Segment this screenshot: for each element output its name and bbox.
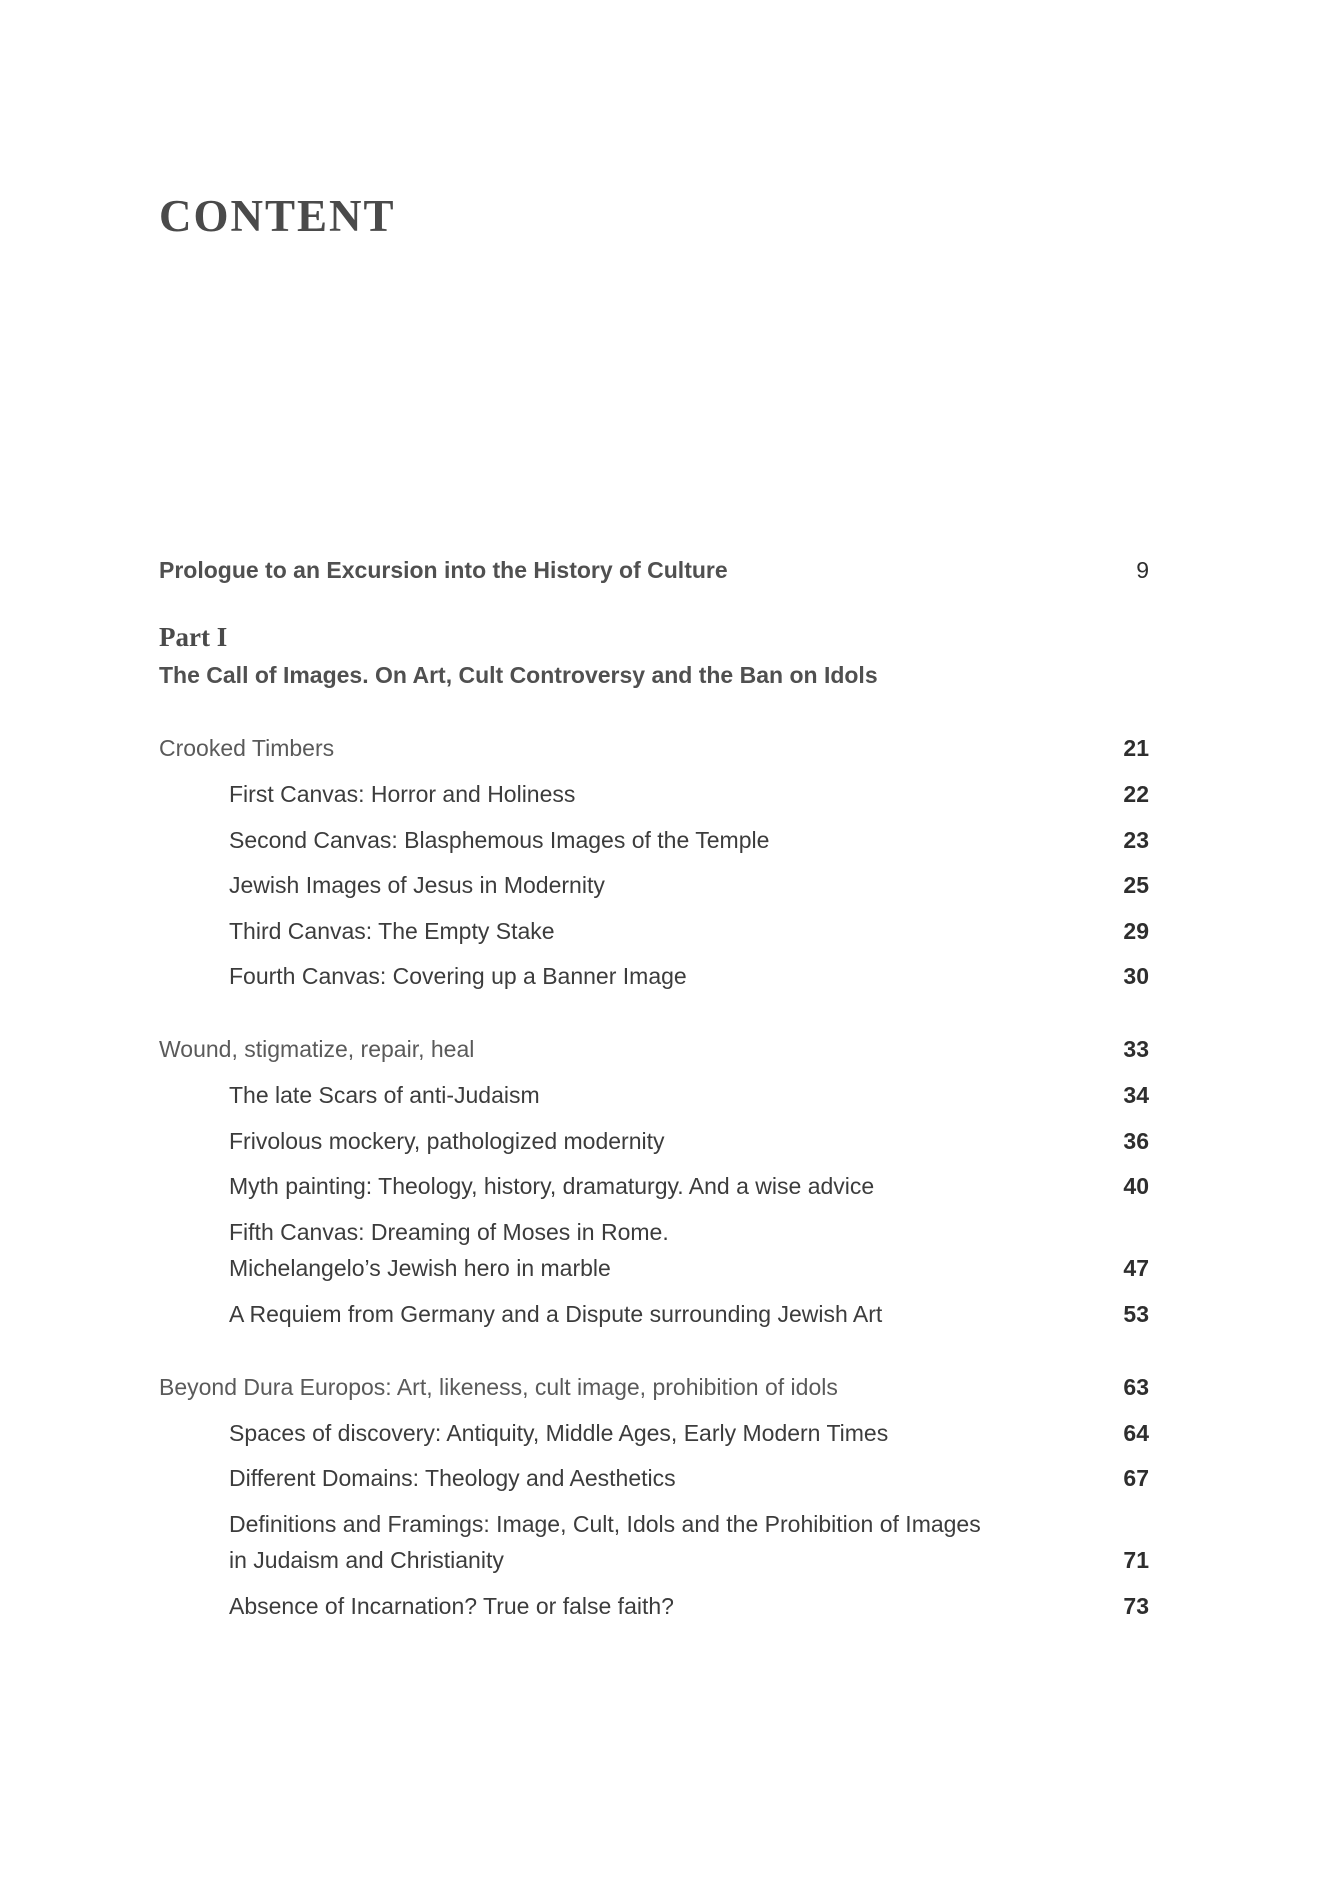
toc-page-number: 36 (1123, 1128, 1149, 1154)
toc-section-dura-europos[interactable] (159, 1369, 1149, 1405)
toc-entry[interactable] (159, 822, 1149, 858)
toc-entry[interactable] (159, 1460, 1149, 1496)
toc-entry-label: Absence of Incarnation? True or false faith? (229, 1593, 674, 1619)
toc-entry-label-line-2: Michelangelo’s Jewish hero in marble (229, 1255, 611, 1281)
toc-page-number: 25 (1123, 872, 1149, 898)
page-title: CONTENT (159, 191, 396, 241)
toc-entry-label (229, 1506, 1029, 1578)
toc-page-number: 40 (1123, 1173, 1149, 1199)
toc-entry[interactable] (159, 776, 1149, 812)
toc-entry-label: Fourth Canvas: Covering up a Banner Image (229, 963, 687, 989)
toc-entry[interactable] (159, 958, 1149, 994)
toc-page-number: 30 (1123, 963, 1149, 989)
toc-page-number: 29 (1123, 918, 1149, 944)
toc-entry-label: Prologue to an Excursion into the History of Culture (159, 557, 728, 583)
toc-page-number: 33 (1123, 1036, 1149, 1062)
toc-entry[interactable] (159, 913, 1149, 949)
toc-entry[interactable] (159, 1214, 1149, 1286)
part-title: The Call of Images. On Art, Cult Controversy and the Ban on Idols (159, 662, 878, 688)
toc-entry-label-line-2: in Judaism and Christianity (229, 1547, 504, 1573)
toc-entry-label: Third Canvas: The Empty Stake (229, 918, 555, 944)
toc-page-number: 73 (1123, 1593, 1149, 1619)
toc-entry-label: Second Canvas: Blasphemous Images of the Temple (229, 827, 770, 853)
toc-section-crooked-timbers[interactable] (159, 730, 1149, 766)
toc-page-number: 34 (1123, 1082, 1149, 1108)
toc-entry-label: Crooked Timbers (159, 735, 335, 761)
toc-page-number: 63 (1123, 1374, 1149, 1400)
toc-entry-label: A Requiem from Germany and a Dispute surrounding Jewish Art (229, 1301, 883, 1327)
toc-entry-label: Spaces of discovery: Antiquity, Middle Ages, Early Modern Times (229, 1420, 889, 1446)
toc-entry[interactable] (159, 1123, 1149, 1159)
toc-entry-label-line-1: Definitions and Framings: Image, Cult, Idols and the Prohibition of Images (229, 1511, 981, 1537)
toc-entry-label-line-1: Fifth Canvas: Dreaming of Moses in Rome. (229, 1219, 669, 1245)
toc-entry[interactable] (159, 1168, 1149, 1204)
toc-entry[interactable] (159, 1077, 1149, 1113)
toc-entry-label (229, 1214, 1029, 1286)
toc-entry-label: Jewish Images of Jesus in Modernity (229, 872, 605, 898)
toc-page-number: 22 (1123, 781, 1149, 807)
toc-page-number: 9 (1136, 557, 1149, 583)
toc-page-number: 64 (1123, 1420, 1149, 1446)
toc-page-number: 47 (1123, 1255, 1149, 1281)
toc-entry[interactable] (159, 1296, 1149, 1332)
toc-entry[interactable] (159, 1506, 1149, 1578)
toc-entry-label: Wound, stigmatize, repair, heal (159, 1036, 475, 1062)
toc-page-number: 23 (1123, 827, 1149, 853)
toc-entry-label: Beyond Dura Europos: Art, likeness, cult image, prohibition of idols (159, 1374, 838, 1400)
toc-page-number: 21 (1123, 735, 1149, 761)
toc-section-wound[interactable] (159, 1031, 1149, 1067)
toc-entry-label: First Canvas: Horror and Holiness (229, 781, 576, 807)
part-label: Part I (159, 622, 228, 652)
toc-page-number: 53 (1123, 1301, 1149, 1327)
toc-entry-prologue[interactable] (159, 552, 1149, 588)
toc-entry[interactable] (159, 867, 1149, 903)
toc-page-number: 71 (1123, 1547, 1149, 1573)
toc-entry-label: The late Scars of anti-Judaism (229, 1082, 540, 1108)
toc-page-number: 67 (1123, 1465, 1149, 1491)
toc-entry-label: Frivolous mockery, pathologized modernity (229, 1128, 665, 1154)
toc-entry-label: Different Domains: Theology and Aesthetics (229, 1465, 676, 1491)
toc-entry-label: Myth painting: Theology, history, dramaturgy. And a wise advice (229, 1173, 875, 1199)
toc-entry[interactable] (159, 1415, 1149, 1451)
toc-entry[interactable] (159, 1588, 1149, 1624)
